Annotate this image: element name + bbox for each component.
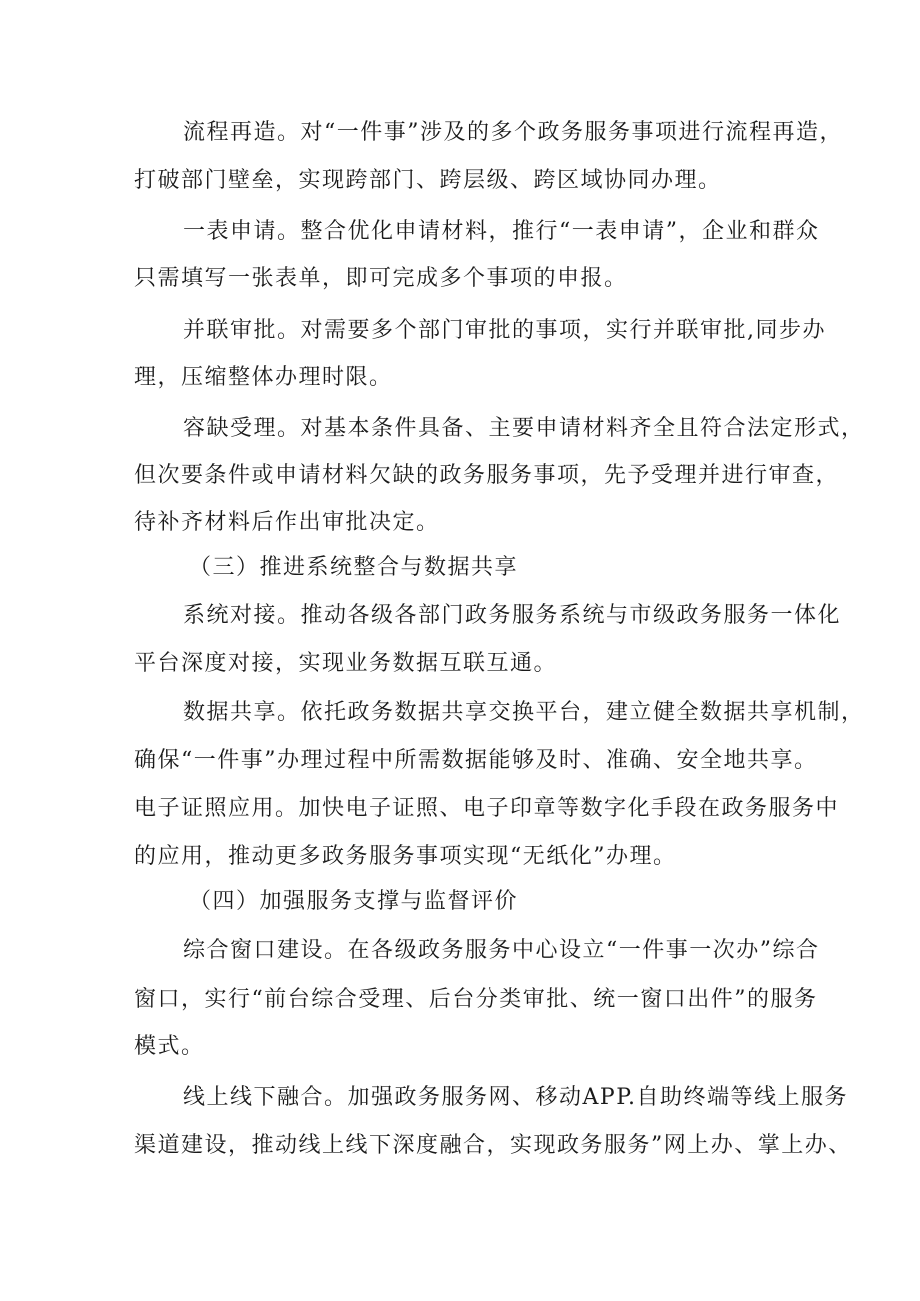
paragraph-line: 综合窗口建设。在各级政务服务中心设立“一件事一次办”综合 <box>183 938 820 963</box>
paragraph-line: 数据共享。依托政务数据共享交换平台，建立健全数据共享机制， <box>183 700 865 725</box>
paragraph-line: 打破部门壁垒，实现跨部门、跨层级、跨区域协同办理。 <box>134 168 722 193</box>
paragraph-line: 容缺受理。对基本条件具备、主要申请材料齐全且符合法定形式， <box>183 416 865 441</box>
paragraph-line: 但次要条件或申请材料欠缺的政务服务事项，先予受理并进行审查， <box>134 463 840 488</box>
paragraph-line: 并联审批。对需要多个部门审批的事项，实行并联审批,同步办 <box>183 318 826 343</box>
paragraph-line: 渠道建设，推动线上线下深度融合，实现政务服务”网上办、掌上办、 <box>134 1133 852 1158</box>
paragraph-line: 系统对接。推动各级各部门政务服务系统与市级政务服务一体化 <box>183 603 842 628</box>
paragraph-line: 待补齐材料后作出审批决定。 <box>134 510 440 535</box>
paragraph-line: 模式。 <box>134 1034 205 1059</box>
paragraph-line: 线上线下融合。加强政务服务网、移动APP.自助终端等线上服务 <box>183 1085 849 1110</box>
paragraph-line: 的应用，推动更多政务服务事项实现“无纸化”办理。 <box>134 844 677 869</box>
paragraph-line: 一表申请。整合优化申请材料，推行“一表申请”，企业和群众 <box>183 219 820 244</box>
paragraph-line: 理，压缩整体办理时限。 <box>134 365 393 390</box>
paragraph-line: 只需填写一张表单，即可完成多个事项的申报。 <box>134 266 628 291</box>
paragraph-line: 窗口，实行“前台综合受理、后台分类审批、统一窗口出件”的服务 <box>134 987 818 1012</box>
section-heading: （三）推进系统整合与数据共享 <box>189 555 519 580</box>
paragraph-line: 确保“一件事”办理过程中所需数据能够及时、准确、安全地共享。 <box>134 748 818 773</box>
section-heading: （四）加强服务支撑与监督评价 <box>189 889 519 914</box>
paragraph-line: 流程再造。对“一件事”涉及的多个政务服务事项进行流程再造， <box>183 120 843 145</box>
paragraph-line: 平台深度对接，实现业务数据互联互通。 <box>134 651 558 676</box>
paragraph-line: 电子证照应用。加快电子证照、电子印章等数字化手段在政务服务中 <box>134 796 840 821</box>
